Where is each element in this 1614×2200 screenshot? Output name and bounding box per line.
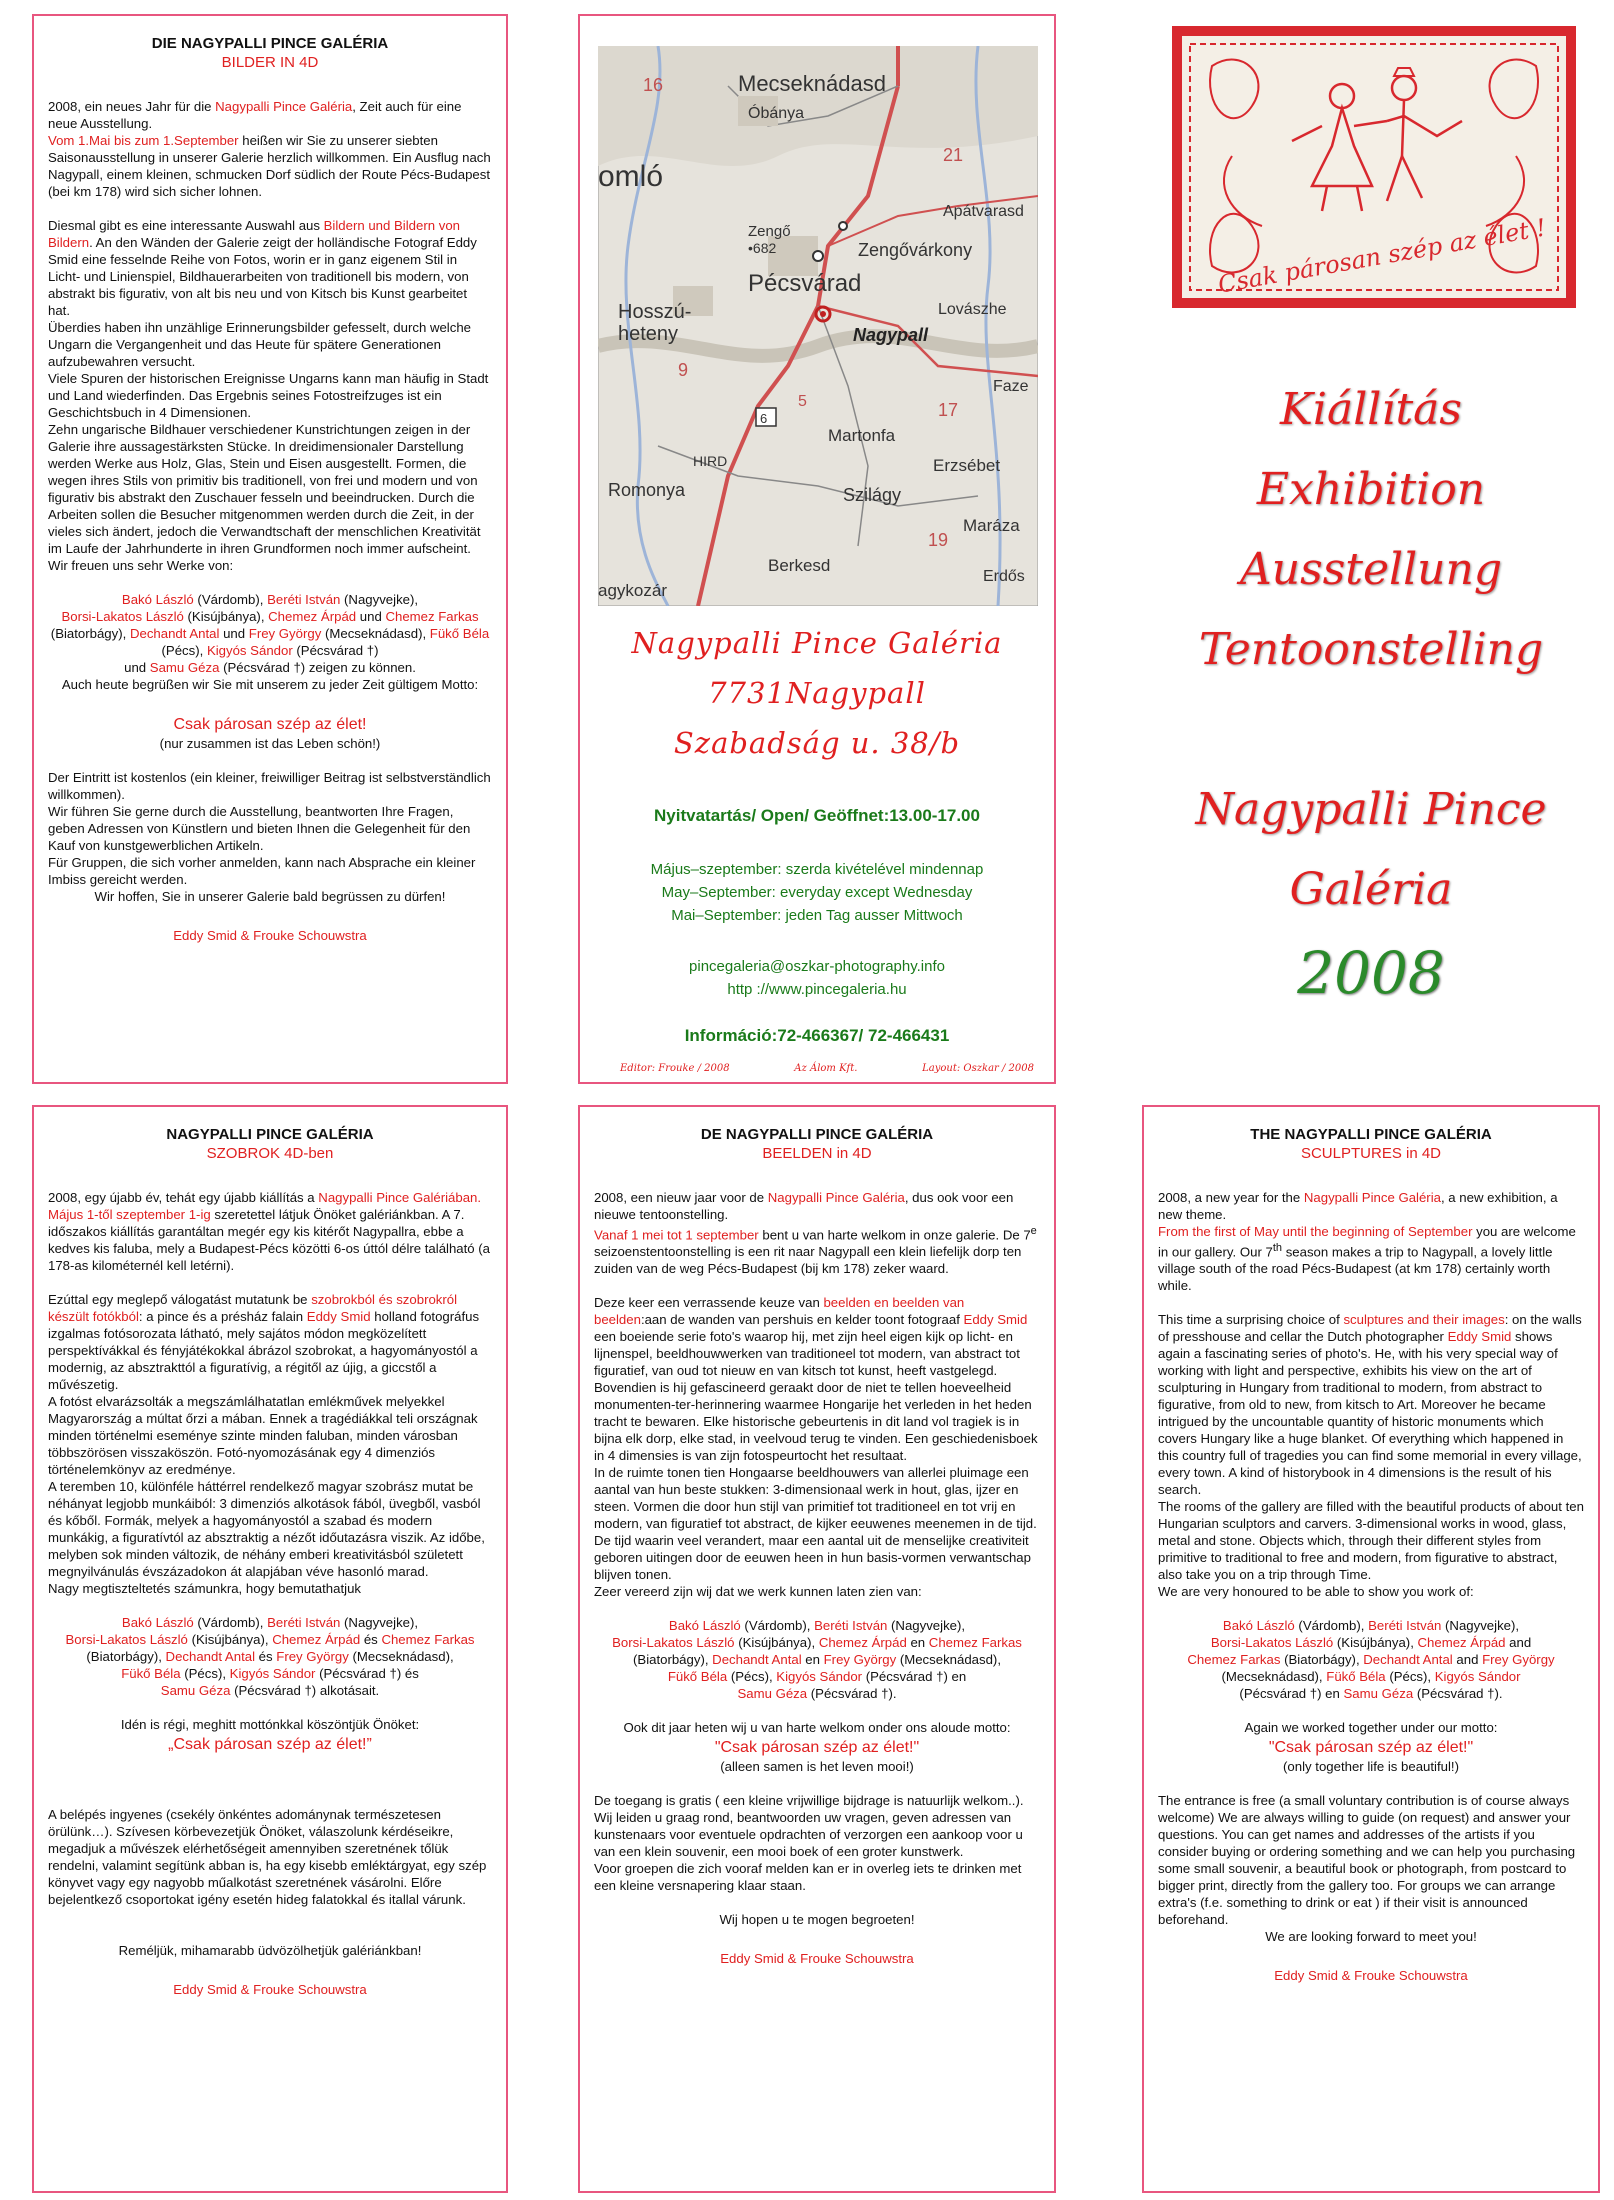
- map-label: 19: [928, 530, 949, 550]
- hungarian-dates: Május 1-től szeptember 1-ig szeretettel látjuk Önöket galériánkban. A 7. időszakos kiállítás garantáltan megér egy kis kitérőt Nagypallra, ebbe a kedves kis faluba, mely a Budapest-Pécs közötti 6-os úttól délre található (a 178-as kilométernél kell letérni).: [48, 1207, 491, 1273]
- dutch-paragraph: Wij leiden u graag rond, beantwoorden uw vragen, geven adressen van kunstenaars voor eventuele opdrachten of verzorgen een aankoop voor u van een klein souvenir, een mooi boek of een groter kunstwerk.: [594, 1810, 1023, 1860]
- english-closing: We are looking forward to meet you!: [1265, 1929, 1477, 1945]
- german-dates: Vom 1.Mai bis zum 1.September heißen wir Sie zu unserer siebten Saisonausstellung in unserer Galerie herzlich willkommen. Ein Ausflug nach Nagypall, einem kleinen, schmucken Dorf südlich der Route Pécs-Budapest (bei km 178) wird sich sicher lohnen.: [48, 133, 491, 199]
- hungarian-signature: Eddy Smid & Frouke Schouwstra: [173, 1982, 367, 1997]
- map-label: Mecseknádasd: [738, 71, 886, 96]
- dutch-motto-translation: (alleen samen is het leven mooi!): [720, 1759, 914, 1775]
- dutch-selection: Deze keer een verrassende keuze van beelden en beelden van beelden:aan de wanden van pershuis en kelder toont fotograaf Eddy Smid een boeiende serie foto's waarop hij, met zijn heel eigen kijk op licht- en lijnenspel, beeldhouwwerken van traditioneel tot modern, van abstract tot figuratief, van oud tot nieuw en van kitsch tot kunst, heeft vastgelegd. Bovendien is hij gefascineerd geraakt door de niet te tellen hoeveelheid monumenten-ter-herinnering waarmee Hongarije het verleden in het heden tracht te bewaren. Elke historische gebeurtenis in dit land vol tragiek is in bijna elk dorp, elke stad, in veelvoud terug te vinden. Een geschiedenisboek in 4 dimensies is van zijn fotospeurtocht het resultaat.: [594, 1295, 1038, 1464]
- german-paragraph: Der Eintritt ist kostenlos (ein kleiner, freiwilliger Beitrag ist selbstverständlich willkommen).: [48, 770, 491, 802]
- map-label: 5: [798, 393, 807, 410]
- embroidery-text: Csak párosan szép az élet !: [1215, 213, 1549, 299]
- english-subtitle: SCULPTURES in 4D: [1300, 1145, 1442, 1162]
- german-paragraph: Für Gruppen, die sich vorher anmelden, kann nach Absprache ein kleiner Imbiss gereicht werden.: [48, 855, 476, 887]
- map-label: Zengő: [748, 223, 791, 240]
- cover-title-en: Exhibition: [1256, 464, 1486, 515]
- map-label: Romonya: [608, 480, 686, 500]
- cover-title-hu: Kiállítás: [1280, 384, 1462, 435]
- credit-editor: Editor: Frouke / 2008: [620, 1063, 730, 1074]
- hungarian-artists: Bakó László (Várdomb), Beréti István (Nagyvejke), Borsi-Lakatos László (Kisújbánya), Chemez Árpád és Chemez Farkas (Biatorbágy), Dechandt Antal és Frey György (Mecseknádasd), Fükő Béla (Pécs), Kigyós Sándor (Pécsvárad †) és Samu Géza (Pécsvárad †) alkotásait.: [65, 1615, 475, 1698]
- german-artists: Bakó László (Várdomb), Beréti István (Nagyvejke), Borsi-Lakatos László (Kisújbánya), Chemez Árpád und Chemez Farkas (Biatorbágy), Dechandt Antal und Frey György (Mecseknádasd), Fükő Béla (Pécs), Kigyós Sándor (Pécsvárad †) und Samu Géza (Pécsvárad †) zeigen zu können.: [50, 592, 490, 675]
- hungarian-paragraph: A belépés ingyenes (csekély önkéntes adománynak természetesen örülünk…). Szívesen körbevezetjük Önöket, válaszolunk kérdéseikre, megadjuk a művészek elérhetőségeit amennyiben szeretnének tőlük rendelni, valamint segítünk abban is, ha egy kisebb emléktárgyat, egy szép könyvet vagy egy nagyobb műalkotást szeretnének vásárolni. Előre bejelentkező csoportokat igény esetén hideg falatokkal és itallal várunk.: [48, 1807, 487, 1907]
- dutch-motto-intro: Ook dit jaar heten wij u van harte welkom onder ons aloude motto:: [623, 1720, 1011, 1736]
- german-motto: Csak párosan szép az élet!: [173, 716, 367, 733]
- hungarian-panel: [32, 1105, 508, 2193]
- map-label: 6: [760, 411, 768, 426]
- map-label: Pécsvárad: [748, 270, 862, 297]
- english-title: THE NAGYPALLI PINCE GALÉRIA: [1250, 1126, 1492, 1143]
- english-panel: [1142, 1105, 1600, 2193]
- german-motto-intro: Auch heute begrüßen wir Sie mit unserem zu jeder Zeit gültigem Motto:: [61, 677, 479, 692]
- german-paragraph: Zehn ungarische Bildhauer verschiedener Kunstrichtungen zeigen in der Galerie ihre aussagestärksten Stücke. In dreidimensionaler Darstellung werden Werke aus Holz, Glas, Stein und Eisen ausgestellt. Formen, die wegen ihres Stils von primitiv bis traditionell, von frei und modern und von figurativ bis abstrakt den Zuschauer fesseln und beeindrucken. Durch die Arbeiten sollen die Besucher mitgenommen werden durch die Zeit, in der vieles sich ändert, jedoch die Verwandtschaft der menschlichen Kreativität im Laufe der Jahrhunderte in ihren Grundformen noch immer aufscheint.: [48, 422, 481, 556]
- dutch-signature: Eddy Smid & Frouke Schouwstra: [720, 1951, 914, 1967]
- hungarian-closing: Reméljük, mihamarabb üdvözölhetjük galériánkban!: [118, 1943, 422, 1958]
- german-panel: [32, 14, 508, 1084]
- dutch-dates: Vanaf 1 mei tot 1 september bent u van harte welkom in onze galerie. De 7e seizoenstentoonstelling is een rit naar Nagypall een klein liefelijk dorp ten zuiden van de weg Pécs-Budapest (bij km 178) zeker waard.: [594, 1225, 1037, 1277]
- map-label: omló: [598, 160, 664, 193]
- hungarian-paragraph: A teremben 10, különféle háttérrel rendelkező magyar szobrász mutat be néhányat legjobb munkáiból: 3 dimenziós alkotások fából, üvegből, vasból és kőből. Formák, melyek a hagyományostól a szabad és modern munkákig, a figuratívtól az absztraktig a nézőt időutazásra viszik. Az időbe, melyben sok minden változik, de néhány emberi kreativitásból született megnyilvánulás évszázadokon át alapjában véve hasonló marad.: [48, 1479, 485, 1579]
- cover-gallery-name: Nagypalli Pince: [1195, 784, 1547, 835]
- english-paragraph: We are very honoured to be able to show you work of:: [1158, 1584, 1474, 1600]
- hungarian-paragraph: A fotóst elvarázsolták a megszámlálhatatlan emlékművek melyekkel Magyarország a múltat őrzi a mában. Ennek a tragédiákkal teli országnak minden történelmi eseménye szinte minden faluban, minden városban többszörösen visszaköszön. Fotó-nyomozásának egy 4 dimenziós történelemkönyv az eredménye.: [48, 1394, 478, 1477]
- map-label: Marázа: [963, 516, 1020, 535]
- cover-panel: [1142, 14, 1600, 1084]
- map-label: 17: [938, 400, 959, 420]
- dutch-paragraph: Zeer vereerd zijn wij dat we werk kunnen laten zien van:: [594, 1584, 922, 1600]
- location-map: [598, 46, 1038, 606]
- phone-info: Információ:72-466367/ 72-466431: [684, 1026, 950, 1045]
- credits: [620, 1063, 1034, 1074]
- map-label: 16: [643, 75, 664, 95]
- dutch-paragraph: De toegang is gratis ( een kleine vrijwillige bijdrage is natuurlijk welkom..).: [594, 1793, 1024, 1809]
- map-label: •682: [748, 240, 777, 256]
- hungarian-selection: Ezúttal egy meglepő válogatást mutatunk be szobrokból és szobrokról készült fotókból: a pince és a présház falain Eddy Smid holland fotográfus izgalmas fotósorozata látható, mely sajátos módon megközelített perspektívákkal és fényjátékokkal ábrázol szobrokat, a hagyományostól a modernig, az absztrakttól a figuratívig, a régitől az újig, a giccstől a művészetig.: [48, 1292, 480, 1392]
- english-paragraph: The entrance is free (a small voluntary contribution is of course always welcome) We are always willing to guide (on request) and answer your questions. You can get names and addresses of the artists if you consider buying or ordering something and we can help you purchasing some small souvenir, a beautiful book or photograph, from postcard to bigger print, directly from the gallery too. For groups we can arrange extra's (f.e. something to drink or eat ) if their visit is announced beforehand.: [1158, 1793, 1576, 1928]
- cover-title-nl: Tentoonstelling: [1198, 624, 1544, 675]
- map-label: Erdős: [983, 568, 1025, 585]
- map-label: agykozár: [598, 581, 667, 600]
- info-panel: [578, 14, 1056, 1084]
- english-artists: Bakó László (Várdomb), Beréti István (Nagyvejke), Borsi-Lakatos László (Kisújbánya), Chemez Árpád and Chemez Farkas (Biatorbágy), Dechandt Antal and Frey György (Mecseknádasd), Fükő Béla (Pécs), Kigyós Sándor (Pécsvárad †) en Samu Géza (Pécsvárad †).: [1187, 1618, 1555, 1702]
- dutch-motto: "Csak párosan szép az élet!": [714, 1739, 920, 1757]
- email-link[interactable]: pincegaleria@oszkar-photography.info: [689, 958, 945, 975]
- map-label: Óbánya: [748, 105, 805, 122]
- dutch-intro: 2008, een nieuw jaar voor de Nagypalli Pince Galéria, dus ook voor een nieuwe tentoonstelling.: [594, 1190, 1014, 1222]
- map-label: 9: [678, 360, 689, 380]
- embroidery-image: [1172, 26, 1576, 308]
- dutch-artists: Bakó László (Várdomb), Beréti István (Nagyvejke), Borsi-Lakatos László (Kisújbánya), Chemez Árpád en Chemez Farkas (Biatorbágy), Dechandt Antal en Frey György (Mecseknádasd), Fükő Béla (Pécs), Kigyós Sándor (Pécsvárad †) en Samu Géza (Pécsvárad †).: [612, 1618, 1022, 1702]
- map-label: Berkesd: [768, 556, 831, 575]
- german-subtitle: BILDER IN 4D: [221, 54, 319, 71]
- hungarian-subtitle: SZOBROK 4D-ben: [206, 1145, 334, 1162]
- map-label: HIRD: [693, 453, 728, 469]
- map-label: Zengővárkony: [858, 240, 973, 260]
- opening-hours-en: May–September: everyday except Wednesday: [661, 884, 973, 901]
- map-label: Szilágy: [843, 485, 902, 505]
- german-closing: Wir hoffen, Sie in unserer Galerie bald begrüssen zu dürfen!: [94, 889, 446, 904]
- german-paragraph: Viele Spuren der historischen Ereignisse Ungarns kann man häufig in Stadt und Land wiederfinden. Das Ergebnis seines Fotostreifzuges ist ein Geschichtsbuch in 4 Dimensionen.: [48, 371, 489, 420]
- german-paragraph: Wir führen Sie gerne durch die Ausstellung, beantworten Ihre Fragen, geben Adressen von Künstlern und bieten Ihnen die Gelegenheit für den Kauf von kunstgewerblichen Artikeln.: [48, 804, 471, 853]
- german-intro: 2008, ein neues Jahr für die Nagypalli Pince Galéria, Zeit auch für eine neue Ausstellung.: [48, 99, 462, 131]
- german-paragraph: Überdies haben ihn unzählige Erinnerungsbilder gefesselt, durch welche Ungarn die Vergangenheit und das Heute für spätere Generationen aufzubewahren versucht.: [48, 320, 471, 369]
- gallery-address-street: Szabadság u. 38/b: [673, 726, 961, 760]
- website-link[interactable]: http ://www.pincegaleria.hu: [727, 981, 907, 998]
- dutch-paragraph: In de ruimte tonen tien Hongaarse beeldhouwers van allerlei pluimage een aantal van hun beste stukken: 3-dimensionaal werk in hout, glas, ijzer en steen. Vormen die door hun stijl van primitief tot traditioneel en tot vrij en modern, van figuratief tot abstract, de kijker eeuwenes meenemen in de tijd. De tijd waarin veel verandert, maar een aantal uit de menselijke creativiteit geboren uitingen door de eeuwen heen in hun basis-vormen verwantschap blijven tonen.: [594, 1465, 1037, 1583]
- map-label: Martonfa: [828, 426, 896, 445]
- german-title: DIE NAGYPALLI PINCE GALÉRIA: [151, 35, 389, 52]
- map-label: Lovászhe: [938, 301, 1007, 318]
- cover-gallery-name-2: Galéria: [1289, 864, 1453, 915]
- dutch-title: DE NAGYPALLI PINCE GALÉRIA: [700, 1126, 934, 1143]
- dutch-paragraph: Voor groepen die zich vooraf melden kan er in overleg iets te drinken met een kleine versnapering klaar staan.: [594, 1861, 1022, 1894]
- dutch-panel: [578, 1105, 1056, 2193]
- english-intro: 2008, a new year for the Nagypalli Pince Galéria, a new exhibition, a new theme.: [1158, 1190, 1558, 1222]
- map-label: heteny: [618, 323, 679, 345]
- opening-hours-hu: Május–szeptember: szerda kivételével mindennap: [650, 861, 984, 878]
- map-label: Erzsébet: [933, 456, 1001, 475]
- credit-layout: Layout: Oszkar / 2008: [922, 1063, 1034, 1074]
- english-motto-intro: Again we worked together under our motto:: [1244, 1720, 1498, 1736]
- english-motto: "Csak párosan szép az élet!": [1268, 1739, 1474, 1757]
- english-selection: This time a surprising choice of sculptures and their images: on the walls of presshouse and cellar the Dutch photographer Eddy Smid shows again a fascinating series of photo's. He, with his very special way of working with light and perspective, exhibits his view on the art of sculpturing in Hungary from traditional to modern, from abstract to figurative, from old to new, from kitsch to Art. Moreover he became intrigued by the uncountable quantity of historic monuments which covers Hungary like a huge blanket. Of everything which happened in this country full of tragedies you can find some memorial in every village, every town. A kind of historybook in 4 dimensions is the result of his search.: [1158, 1312, 1582, 1498]
- hungarian-motto-intro: Idén is régi, meghitt mottónkkal köszöntjük Önöket:: [120, 1717, 420, 1732]
- credit-company: Az Álom Kft.: [794, 1063, 858, 1074]
- map-label: Apátvarasd: [943, 203, 1024, 220]
- german-selection: Diesmal gibt es eine interessante Auswahl aus Bildern und Bildern von Bildern. An den Wänden der Galerie zeigt der holländische Fotograf Eddy Smid eine fesselnde Reihe von Fotos, worin er in ganz eigenem Stil in Licht- und Linienspiel, Bildhauerarbeiten von traditionell bis modern, von abstrakt bis figurativ, von alt bis neu und von Kitsch bis Kunst gearbeitet hat.: [48, 218, 477, 318]
- cover-title-de: Ausstellung: [1240, 544, 1502, 595]
- hungarian-paragraph: Nagy megtiszteltetés számunkra, hogy bemutathatjuk: [48, 1581, 361, 1596]
- opening-hours-de: Mai–September: jeden Tag ausser Mittwoch: [671, 907, 963, 924]
- map-label: Hosszú-: [618, 301, 692, 323]
- map-label: Faze: [993, 378, 1029, 395]
- cover-year: 2008: [1297, 939, 1445, 1007]
- english-dates: From the first of May until the beginning of September you are welcome in our gallery. Our 7th season makes a trip to Nagypall, a lovely little village south of the road Pécs-Budapest (at km 178) certainly worth while.: [1158, 1224, 1576, 1294]
- map-label-nagypall: Nagypall: [853, 325, 929, 345]
- german-signature: Eddy Smid & Frouke Schouwstra: [173, 928, 367, 943]
- german-paragraph: Wir freuen uns sehr Werke von:: [48, 558, 234, 573]
- gallery-name: Nagypalli Pince Galéria: [631, 626, 1003, 660]
- english-signature: Eddy Smid & Frouke Schouwstra: [1274, 1968, 1468, 1984]
- gallery-address-city: 7731Nagypall: [708, 676, 926, 710]
- opening-hours-title: Nyitvatartás/ Open/ Geöffnet:13.00-17.00: [654, 806, 980, 825]
- hungarian-title: NAGYPALLI PINCE GALÉRIA: [166, 1126, 374, 1143]
- dutch-closing: Wij hopen u te mogen begroeten!: [719, 1912, 915, 1928]
- english-paragraph: The rooms of the gallery are filled with the beautiful products of about ten Hungarian sculptors and carvers. 3-dimensional works in wood, glass, metal and stone. Objects which, through their different styles from primitive to traditional to free and modern, from figurative to abstract, also take you on a trip through Time.: [1158, 1499, 1584, 1583]
- english-motto-translation: (only together life is beautiful!): [1283, 1759, 1459, 1775]
- map-label: 21: [943, 145, 964, 165]
- hungarian-motto: „Csak párosan szép az élet!”: [168, 1736, 372, 1753]
- dutch-subtitle: BEELDEN in 4D: [762, 1145, 872, 1162]
- hungarian-intro: 2008, egy újabb év, tehát egy újabb kiállítás a Nagypalli Pince Galériában.: [48, 1190, 482, 1205]
- german-motto-translation: (nur zusammen ist das Leben schön!): [159, 736, 381, 751]
